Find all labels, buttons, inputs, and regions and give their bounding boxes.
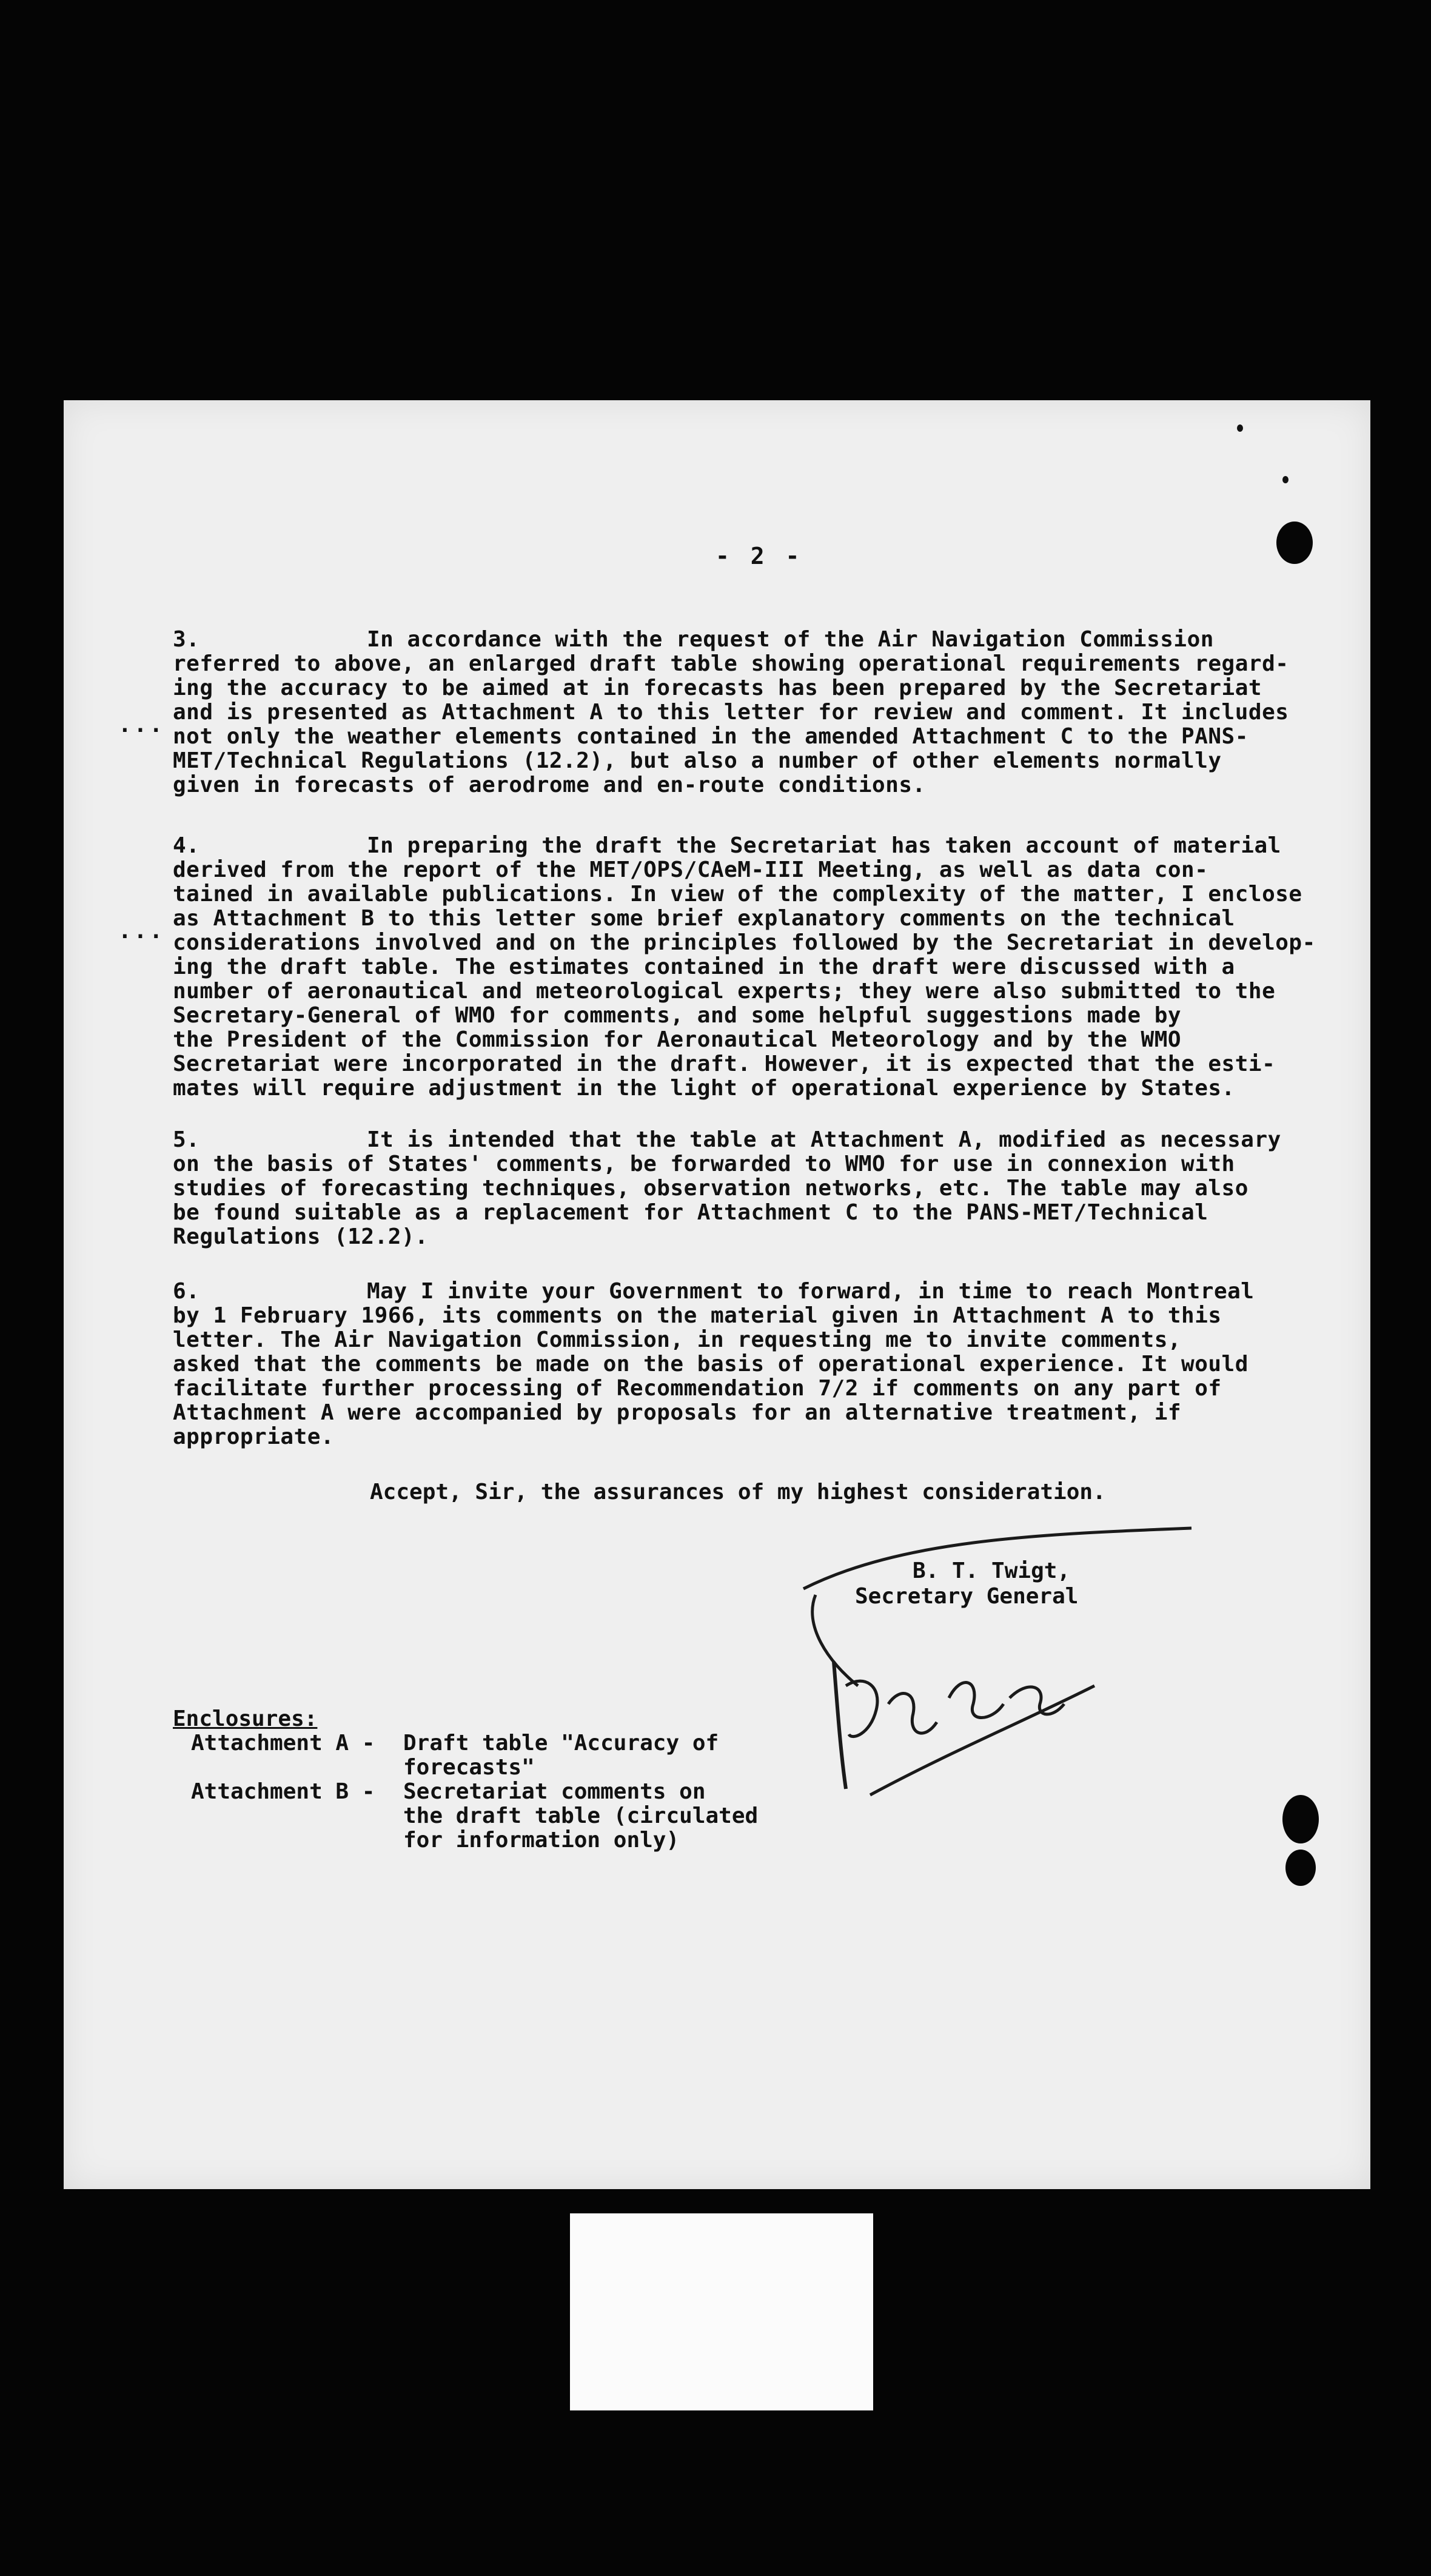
paragraph-line: ing the accuracy to be aimed at in forecasts has been prepared by the Secretariat [173,676,1262,700]
paragraph-6 [173,1280,1325,1449]
paper-speck [1282,476,1289,483]
paragraph-text: It is intended that the table at Attachment A, modified as necessary [367,1127,1281,1152]
signer-name: B. T. Twigt, [913,1558,1071,1583]
paragraph-number: 4. [173,833,200,858]
enclosure-line: the draft table (circulated [403,1803,759,1828]
paragraph-line: letter. The Air Navigation Commission, in requesting me to invite comments, [173,1327,1182,1352]
paragraph-line [173,628,1325,652]
paragraph-line: appropriate. [173,1424,335,1449]
paragraph-line: be found suitable as a replacement for Attachment C to the PANS-MET/Technical [173,1200,1208,1225]
enclosure-description [403,1731,719,1780]
paragraph-line: on the basis of States' comments, be forwarded to WMO for use in connexion with [173,1152,1235,1176]
paragraph-line: number of aeronautical and meteorological experts; they were also submitted to the [173,979,1276,1004]
paragraph-3 [173,628,1325,797]
enclosure-label: Attachment B - [191,1779,375,1804]
paragraph-5 [173,1128,1325,1249]
paragraph-text: In accordance with the request of the Air Navigation Commission [367,627,1214,652]
paragraph-number: 3. [173,627,200,652]
paragraph-4 [173,834,1325,1101]
enclosure-item [191,1731,758,1780]
paragraph-line: ing the draft table. The estimates contained in the draft were discussed with a [173,954,1235,979]
enclosure-line: Secretariat comments on [403,1779,706,1804]
paragraph-text: In preparing the draft the Secretariat has taken account of material [367,833,1281,858]
page-number: - 2 - [716,543,803,569]
paragraph-line: and is presented as Attachment A to this letter for review and comment. It includes [173,700,1289,725]
punch-hole [1282,1795,1319,1843]
enclosure-item [191,1780,758,1853]
paragraph-line: Secretariat were incorporated in the draft. However, it is expected that the esti- [173,1052,1276,1076]
document-page [64,400,1370,2189]
enclosure-line: forecasts" [403,1755,535,1780]
paragraph-line: facilitate further processing of Recommendation 7/2 if comments on any part of [173,1376,1222,1401]
paragraph-number: 5. [173,1127,200,1152]
punch-hole [1276,522,1313,564]
enclosure-line: for information only) [403,1828,680,1853]
signer-block [855,1558,1078,1609]
closing-line: Accept, Sir, the assurances of my highest consideration. [370,1480,1106,1504]
paragraph-line: asked that the comments be made on the basis of operational experience. It would [173,1352,1248,1377]
margin-mark: ... [118,713,166,737]
paragraph-line: MET/Technical Regulations (12.2), but also a number of other elements normally [173,748,1222,773]
paper-speck [1237,424,1243,432]
punch-hole [1285,1850,1316,1886]
paragraph-line: tained in available publications. In view of the complexity of the matter, I enclose [173,882,1302,907]
paragraph-line [173,1128,1325,1152]
enclosures-heading: Enclosures: [173,1706,318,1731]
enclosure-line: Draft table "Accuracy of [403,1731,719,1756]
blank-card [570,2213,873,2410]
paragraph-line [173,1280,1325,1304]
enclosures-block [173,1707,758,1853]
handwritten-signature [779,1504,1204,1819]
paragraph-line: derived from the report of the MET/OPS/CAeM-III Meeting, as well as data con- [173,857,1208,882]
paragraph-line: Secretary-General of WMO for comments, and some helpful suggestions made by [173,1003,1182,1028]
paragraph-line: Regulations (12.2). [173,1224,429,1249]
enclosure-description [403,1780,758,1853]
paragraph-line [173,834,1325,858]
paragraph-line: referred to above, an enlarged draft table showing operational requirements regard- [173,651,1289,676]
margin-mark: ... [118,919,166,944]
paragraph-line: mates will require adjustment in the light of operational experience by States. [173,1076,1235,1101]
paragraph-line: the President of the Commission for Aeronautical Meteorology and by the WMO [173,1027,1182,1052]
paragraph-line: given in forecasts of aerodrome and en-route conditions. [173,773,926,797]
paragraph-line: considerations involved and on the principles followed by the Secretariat in develop- [173,930,1316,955]
paragraph-number: 6. [173,1279,200,1304]
paragraph-text: May I invite your Government to forward, in time to reach Montreal [367,1279,1255,1304]
enclosure-label: Attachment A - [191,1731,375,1756]
paragraph-line: Attachment A were accompanied by proposals for an alternative treatment, if [173,1400,1182,1425]
paragraph-line: by 1 February 1966, its comments on the material given in Attachment A to this [173,1303,1222,1328]
signer-title: Secretary General [855,1584,1079,1609]
paragraph-line: studies of forecasting techniques, observation networks, etc. The table may also [173,1176,1248,1201]
paragraph-line: as Attachment B to this letter some brief explanatory comments on the technical [173,906,1235,931]
paragraph-line: not only the weather elements contained in the amended Attachment C to the PANS- [173,724,1248,749]
